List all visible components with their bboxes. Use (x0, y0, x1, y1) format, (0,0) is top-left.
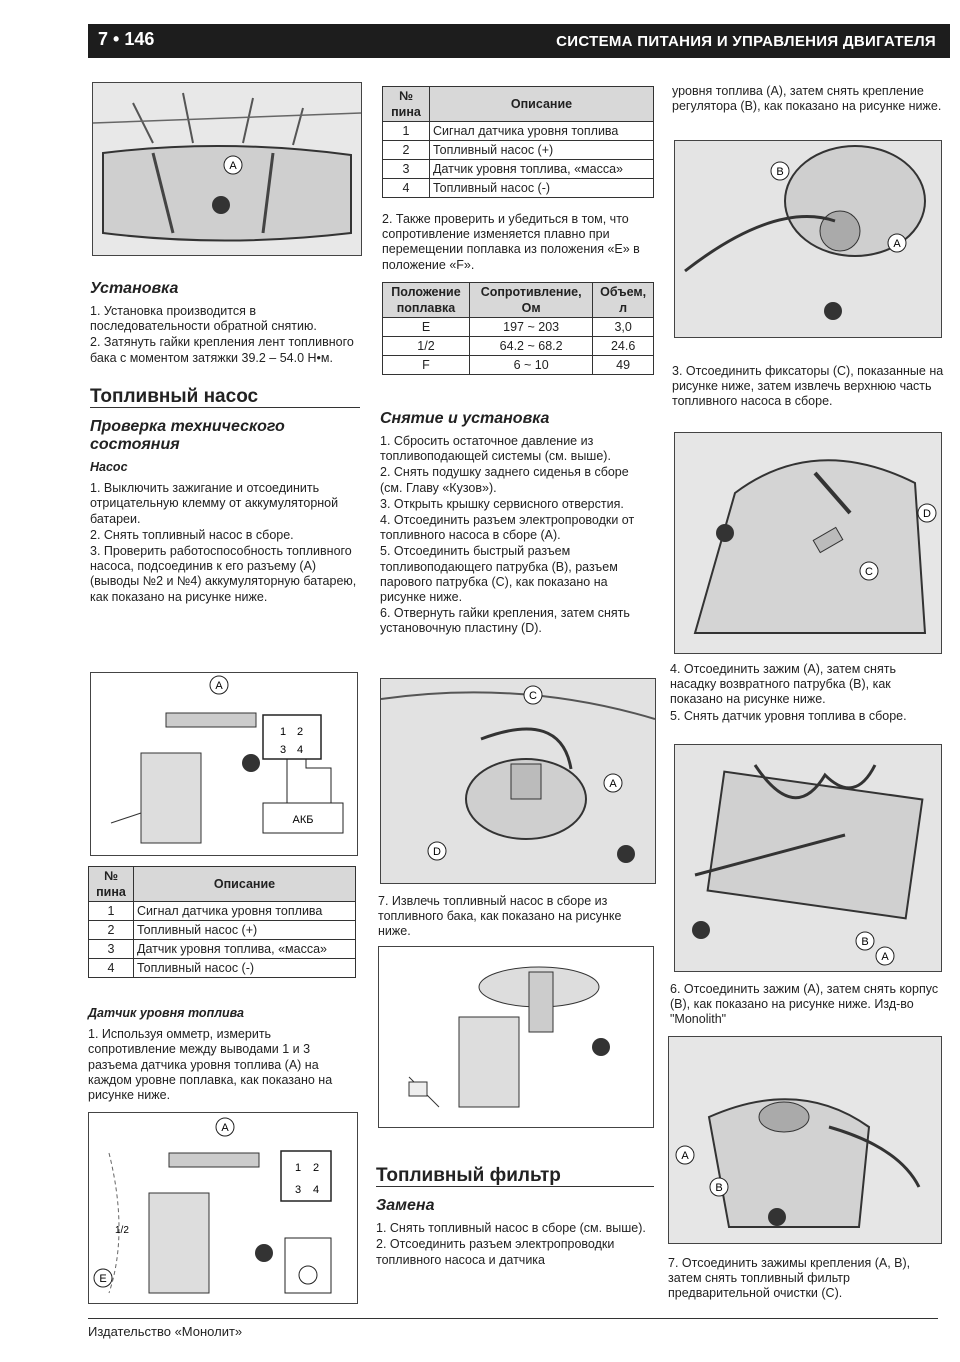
pin-cell: 4 (383, 179, 430, 198)
position-cell: 1/2 (383, 337, 470, 356)
col3-step-3: 3. Отсоединить фиксаторы (С), показанные на рисунке ниже, затем извлечь верхнюю часть топливного насоса в сборе. (672, 364, 944, 409)
desc-cell: Топливный насос (+) (134, 921, 356, 940)
pin-cell: 2 (383, 141, 430, 160)
pin-col-header: № пина (89, 867, 134, 902)
col1-text-a (90, 280, 360, 606)
pump-subheading: Насос (90, 460, 128, 475)
publisher: Издательство «Монолит» (88, 1324, 243, 1339)
fig6-label-a: A (893, 238, 901, 250)
pin-cell: 1 (383, 122, 430, 141)
col3-step7-text (668, 1256, 940, 1303)
check-heading: Проверка технического состояния (90, 418, 285, 454)
desc-col-header: Описание (134, 867, 356, 902)
col2-remove-text (380, 410, 652, 638)
sensor-step-1: 1. Используя омметр, измерить сопротивление между выводами 1 и 3 разъема датчика уровня топлива (А) на каждом уровне поплавка, как показано на рисунке ниже. (88, 1027, 333, 1103)
remove-heading: Снятие и установка (380, 410, 550, 427)
desc-cell: Датчик уровня топлива, «масса» (134, 940, 356, 959)
remove-step-6: 6. Отвернуть гайки крепления, затем снять установочную пластину (D). (380, 606, 630, 636)
col3-continued-text: уровня топлива (А), затем снять крепление регулятора (В), как показано на рисунке ниже. (672, 84, 942, 114)
position-header: Положение поплавка (383, 283, 470, 318)
fuel-tank-figure (92, 82, 362, 256)
sensor-heading: Датчик уровня топлива (88, 1006, 244, 1020)
install-step-2: 2. Затянуть гайки крепления лент топливного бака с моментом затяжки 39.2 – 54.0 Н•м. (90, 335, 354, 365)
col3-step6-text (670, 982, 942, 1029)
remove-step-2: 2. Снять подушку заднего сиденья в сборе (см. Главу «Кузов»). (380, 465, 629, 495)
remove-step-7: 7. Извлечь топливный насос в сборе из топливного бака, как показано на рисунке ниже. (378, 894, 622, 939)
fig8-label-a: A (881, 951, 889, 963)
col3-step-7: 7. Отсоединить зажимы крепления (А, В), затем снять топливный фильтр предварительной очистки (С). (668, 1256, 911, 1301)
col3-step-5: 5. Снять датчик уровня топлива в сборе. (670, 708, 907, 723)
section-title: СИСТЕМА ПИТАНИЯ И УПРАВЛЕНИЯ ДВИГАТЕЛЯ (556, 33, 936, 50)
col3-step3-text (672, 364, 946, 411)
pump-assembly-figure (378, 946, 654, 1128)
fig2-label-a: A (215, 680, 223, 692)
resistance-cell: 64.2 ~ 68.2 (470, 337, 593, 356)
col2-extract-text (378, 894, 652, 941)
sensor-ohmmeter-figure (88, 1112, 358, 1304)
fig4-label-c: C (529, 690, 537, 702)
battery-label: АКБ (292, 814, 314, 826)
pin-cell: 3 (383, 160, 430, 179)
desc-cell: Сигнал датчика уровня топлива (430, 122, 654, 141)
pin-cell: 4 (89, 959, 134, 978)
filter-step-1: 1. Снять топливный насос в сборе (см. выше). (376, 1221, 646, 1236)
fig7-label-d: D (923, 508, 931, 520)
fig2-pin-2: 2 (297, 726, 304, 738)
volume-cell: 3,0 (593, 318, 654, 337)
fig3-label-e: E (99, 1273, 107, 1285)
install-step-1: 1. Установка производится в последовательности обратной снятию. (90, 304, 317, 334)
pin-table-1 (88, 866, 356, 978)
fig2-pin-1: 1 (280, 726, 287, 738)
desc-cell: Топливный насос (+) (430, 141, 654, 160)
fig2-pin-3: 3 (280, 744, 287, 756)
fig3-pin-1: 1 (295, 1162, 302, 1174)
fig2-pin-4: 4 (297, 744, 304, 756)
filter-heading: Топливный фильтр (376, 1168, 654, 1187)
fig8-label-b: B (861, 936, 869, 948)
col3-top-text (672, 84, 946, 115)
resistance-table (382, 282, 654, 375)
remove-step-5: 5. Отсоединить быстрый разъем топливоподающего патрубка (В), разъем парового патрубка (С), как показано на рисунке ниже. (380, 544, 618, 605)
resistance-header: Сопротивление, Ом (470, 283, 593, 318)
volume-cell: 24.6 (593, 337, 654, 356)
fig1-label-a: A (229, 160, 237, 172)
col3-step-4: 4. Отсоединить зажим (А), затем снять насадку возвратного патрубка (В), как показано на рисунке ниже. (670, 662, 896, 707)
service-hole-figure (380, 678, 656, 884)
remove-step-3: 3. Открыть крышку сервисного отверстия. (380, 496, 624, 511)
position-cell: F (383, 356, 470, 375)
pin-cell: 1 (89, 902, 134, 921)
resistance-cell: 6 ~ 10 (470, 356, 593, 375)
pump-step-3: 3. Проверить работоспособность топливного насоса, подсоединив к его разъему (А) (выводы №2 и №4) аккумуляторную батарею, как показано на рисунке ниже. (90, 544, 357, 604)
pin-col-header: № пина (383, 87, 430, 122)
fig4-label-a: A (609, 778, 617, 790)
fig4-label-d: D (433, 846, 441, 858)
fig3-label-a: A (221, 1122, 229, 1134)
volume-cell: 49 (593, 356, 654, 375)
return-pipe-figure (674, 744, 942, 972)
col2-check-text (382, 212, 654, 274)
housing-figure (668, 1036, 942, 1244)
desc-col-header: Описание (430, 87, 654, 122)
install-heading: Установка (90, 280, 179, 297)
desc-cell: Топливный насос (-) (134, 959, 356, 978)
fixator-figure (674, 432, 942, 654)
page-number: 7 • 146 (98, 29, 155, 49)
fig6-label-b: B (776, 166, 784, 178)
pump-step-1: 1. Выключить зажигание и отсоединить отрицательную клемму от аккумуляторной батареи. (90, 481, 339, 526)
remove-step-1: 1. Сбросить остаточное давление из топливоподающей системы (см. выше). (380, 434, 611, 464)
page-header (88, 24, 950, 58)
fig3-pin-3: 3 (295, 1184, 302, 1196)
replace-heading: Замена (376, 1197, 435, 1215)
pump-heading: Топливный насос (90, 389, 360, 408)
pump-battery-figure (90, 672, 358, 856)
desc-cell: Датчик уровня топлива, «масса» (430, 160, 654, 179)
col1-text-b (88, 1002, 358, 1104)
filter-step-2: 2. Отсоединить разъем электропроводки топливного насоса и датчика (376, 1237, 615, 1267)
pin-cell: 2 (89, 921, 134, 940)
desc-cell: Сигнал датчика уровня топлива (134, 902, 356, 921)
col3-step45-text (670, 662, 944, 725)
page-footer (88, 1318, 938, 1339)
pin-cell: 3 (89, 940, 134, 959)
regulator-figure (674, 140, 942, 338)
fig7-label-c: C (865, 566, 873, 578)
resistance-cell: 197 ~ 203 (470, 318, 593, 337)
remove-step-4: 4. Отсоединить разъем электропроводки от топливного насоса в сборе (А). (380, 513, 635, 543)
volume-header: Объем, л (593, 283, 654, 318)
fig9-label-a: A (681, 1150, 689, 1162)
fig3-label-half: 1/2 (115, 1225, 129, 1236)
check-step-2: 2. Также проверить и убедиться в том, что сопротивление изменяется плавно при перемещении поплавка из положения «E» в положение «F». (382, 212, 640, 272)
fig3-pin-2: 2 (313, 1162, 320, 1174)
desc-cell: Топливный насос (-) (430, 179, 654, 198)
fig3-pin-4: 4 (313, 1184, 320, 1196)
position-cell: E (383, 318, 470, 337)
col3-step-6: 6. Отсоединить зажим (А), затем снять корпус (В), как показано на рисунке ниже. Изд-во "Monolith" (670, 982, 939, 1027)
pin-table-2 (382, 86, 654, 198)
col2-filter-text (376, 1165, 654, 1269)
fig9-label-b: B (715, 1182, 723, 1194)
pump-step-2: 2. Снять топливный насос в сборе. (90, 527, 294, 542)
